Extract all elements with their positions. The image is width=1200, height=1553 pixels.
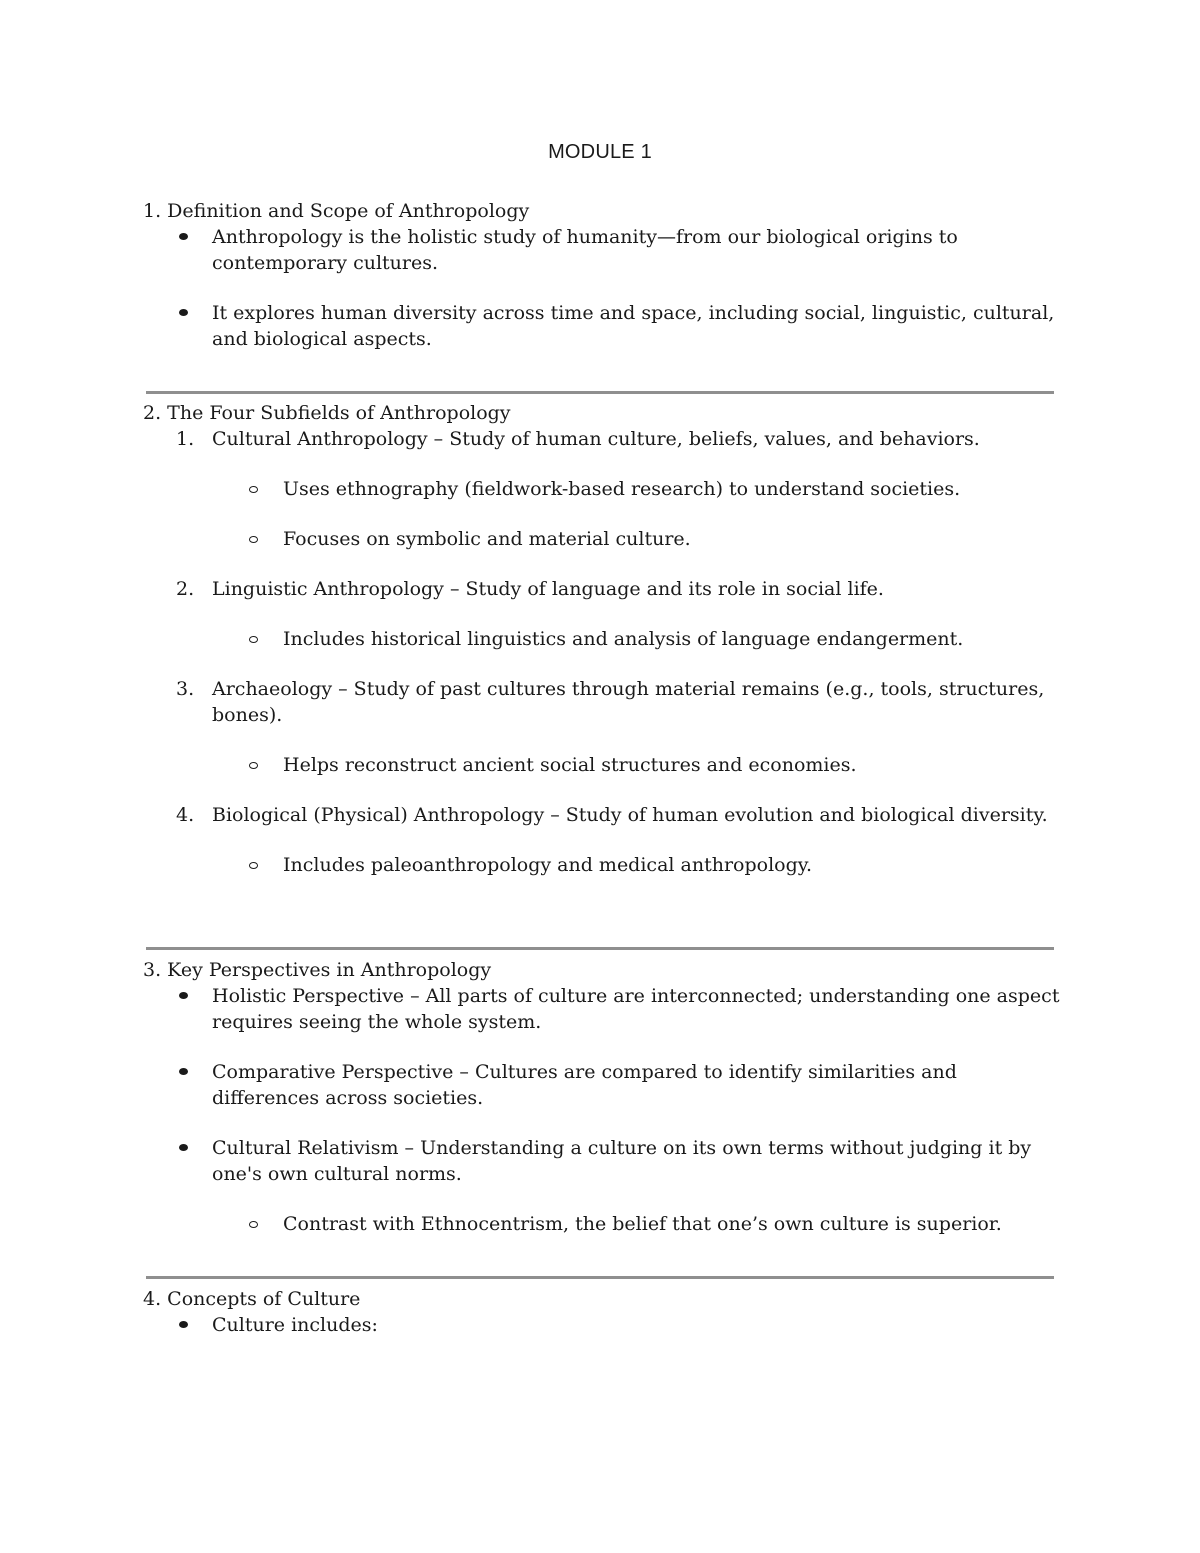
list-item (143, 676, 1063, 728)
page-title: MODULE 1 (548, 141, 652, 163)
sub-item-text: Focuses on symbolic and material culture. (283, 528, 691, 550)
list-item (143, 983, 1063, 1035)
list-item (143, 300, 1063, 352)
section-concepts-of-culture (143, 1286, 1063, 1338)
list-item (143, 426, 1063, 452)
horizontal-divider (146, 1276, 1054, 1279)
section-four-subfields (143, 400, 1063, 878)
sub-list-item (143, 476, 1063, 502)
horizontal-divider (146, 947, 1054, 950)
list-item-text: It explores human diversity across time and space, including social, linguistic, cultural, and biological aspects. (212, 302, 1055, 350)
bullet-list (143, 224, 1063, 352)
section-definition-scope (143, 198, 1063, 352)
bullet-icon (179, 1144, 188, 1151)
section-heading: 3. Key Perspectives in Anthropology (143, 959, 492, 981)
horizontal-divider (146, 391, 1054, 394)
bullet-icon (179, 992, 188, 999)
list-item (143, 802, 1063, 828)
sub-item-text: Helps reconstruct ancient social structures and economies. (283, 754, 857, 776)
list-item (143, 1312, 1063, 1338)
list-item-text: Culture includes: (212, 1314, 378, 1336)
list-number: 1. (176, 428, 195, 450)
bullet-icon (179, 1068, 188, 1075)
sub-item-text: Uses ethnography (fieldwork-based research) to understand societies. (283, 478, 961, 500)
bullet-list (143, 1312, 1063, 1338)
list-number: 3. (176, 678, 195, 700)
sub-item-text: Contrast with Ethnocentrism, the belief that one’s own culture is superior. (283, 1213, 1002, 1235)
circle-bullet-icon (249, 762, 258, 769)
list-item (143, 1059, 1063, 1111)
bullet-list (143, 983, 1063, 1237)
list-item-text: Cultural Relativism – Understanding a culture on its own terms without judging it by one's own cultural norms. (212, 1137, 1032, 1185)
sub-item-text: Includes paleoanthropology and medical anthropology. (283, 854, 812, 876)
circle-bullet-icon (249, 486, 258, 493)
list-item-text: Anthropology is the holistic study of humanity—from our biological origins to contemporary cultures. (212, 226, 958, 274)
section-heading: 1. Definition and Scope of Anthropology (143, 200, 530, 222)
circle-bullet-icon (249, 1221, 258, 1228)
list-item-text: Comparative Perspective – Cultures are compared to identify similarities and differences across societies. (212, 1061, 957, 1109)
list-number: 4. (176, 804, 195, 826)
sub-list-item (143, 1211, 1063, 1237)
circle-bullet-icon (249, 636, 258, 643)
list-item-text: Cultural Anthropology – Study of human culture, beliefs, values, and behaviors. (212, 428, 980, 450)
list-item-text: Biological (Physical) Anthropology – Study of human evolution and biological diversity. (212, 804, 1048, 826)
sub-list-item (143, 852, 1063, 878)
sub-list-item (143, 752, 1063, 778)
list-number: 2. (176, 578, 195, 600)
list-item-text: Archaeology – Study of past cultures through material remains (e.g., tools, structures, bones). (212, 678, 1045, 726)
sub-item-text: Includes historical linguistics and analysis of language endangerment. (283, 628, 964, 650)
bullet-icon (179, 1321, 188, 1328)
sub-list-item (143, 526, 1063, 552)
circle-bullet-icon (249, 862, 258, 869)
list-item (143, 224, 1063, 276)
list-item-text: Holistic Perspective – All parts of culture are interconnected; understanding one aspect requires seeing the whole system. (212, 985, 1060, 1033)
numbered-list (143, 426, 1063, 878)
section-heading: 2. The Four Subfields of Anthropology (143, 402, 511, 424)
list-item-text: Linguistic Anthropology – Study of language and its role in social life. (212, 578, 884, 600)
bullet-icon (179, 233, 188, 240)
list-item (143, 1135, 1063, 1187)
circle-bullet-icon (249, 536, 258, 543)
bullet-icon (179, 309, 188, 316)
section-heading: 4. Concepts of Culture (143, 1288, 361, 1310)
list-item (143, 576, 1063, 602)
sub-list-item (143, 626, 1063, 652)
section-key-perspectives (143, 957, 1063, 1237)
